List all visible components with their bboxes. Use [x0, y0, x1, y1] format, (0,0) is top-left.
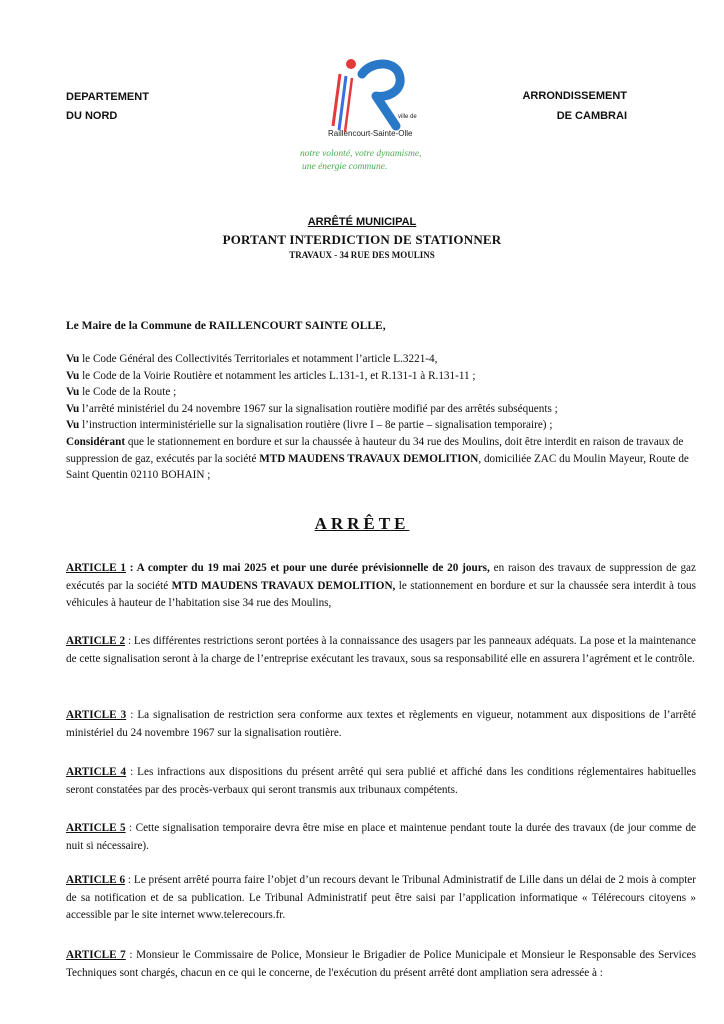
visa-line: [66, 417, 696, 434]
considerant-lead: Considérant: [66, 435, 126, 448]
article-1-label: ARTICLE 1: [66, 562, 126, 574]
article-4-text: : Les infractions aux dispositions du présent arrêté qui sera publié et affiché dans les conditions réglementaires habituelles seront constatées par des procès-verbaux qui seront transmis aux tribunaux compétents.: [66, 766, 696, 796]
header-right: [522, 86, 627, 126]
article-2: [66, 633, 696, 668]
arrete-heading: ARRÊTE: [314, 514, 410, 533]
department-label: DEPARTEMENT: [66, 91, 149, 103]
article-1-company: MTD MAUDENS TRAVAUX DEMOLITION,: [171, 579, 396, 592]
visa-lead: Vu: [66, 402, 80, 415]
arrondissement-name: DE CAMBRAI: [556, 110, 627, 122]
considerant-text-1: que le stationnement en bordure et sur la chaussée à hauteur du 34 rue des Moulins, doit être interdit en raison de travaux de suppression de gaz, exécutés par la société: [66, 435, 684, 465]
visa-text: le Code de la Route ;: [79, 386, 177, 399]
considerant-company: MTD MAUDENS TRAVAUX DEMOLITION: [259, 452, 479, 465]
article-6: [66, 872, 696, 925]
visa-line: [66, 351, 696, 368]
considerant-text-2: , domiciliée ZAC du Moulin Mayeur, Route de Saint Quentin 02110 BOHAIN ;: [66, 452, 689, 482]
article-3-text: : La signalisation de restriction sera conforme aux textes et règlements en vigueur, notamment aux dispositions de l’arrêté ministériel du 24 novembre 1967 sur la signalisation routière.: [66, 709, 696, 739]
arrondissement-label: ARRONDISSEMENT: [522, 90, 627, 102]
visa-line: [66, 368, 696, 385]
slogan-line-2: une énergie commune.: [302, 162, 388, 172]
article-3: [66, 707, 696, 742]
ir-logo-icon: [324, 52, 414, 134]
visa-text: l’arrêté ministériel du 24 novembre 1967 sur la signalisation routière modifié par des arrêtés subséquents ;: [79, 402, 558, 415]
title-travaux: TRAVAUX - 34 RUE DES MOULINS: [289, 250, 435, 260]
article-1-text-1: en raison des travaux de suppression de gaz exécutés par la société: [66, 562, 696, 592]
title-arrete-municipal: ARRÊTÉ MUNICIPAL: [307, 216, 417, 228]
visa-text: le Code Général des Collectivités Territoriales et notamment l’article L.3221-4,: [79, 353, 438, 365]
maire-heading: Le Maire de la Commune de RAILLENCOURT SAINTE OLLE,: [66, 320, 386, 332]
visa-text: l’instruction interministérielle sur la signalisation routière (livre I – 8e partie – signalisation temporaire) ;: [79, 419, 553, 432]
article-6-text: : Le présent arrêté pourra faire l’objet d’un recours devant le Tribunal Administratif de Lille dans un délai de 2 mois à compter de sa notification et de sa publication. Le Tribunal Administratif peut être saisi par l’application informatique « Télérecours citoyens » accessible par le site internet www.telerecours.fr.: [66, 874, 696, 922]
commune-logo: [296, 52, 466, 182]
article-5-label: ARTICLE 5: [66, 822, 126, 834]
article-5-text: : Cette signalisation temporaire devra être mise en place et maintenue pendant toute la durée des travaux (de jour comme de nuit si nécessaire).: [66, 822, 697, 852]
article-7-label: ARTICLE 7: [66, 949, 126, 961]
article-3-label: ARTICLE 3: [66, 709, 127, 721]
visa-lead: Vu: [66, 419, 80, 432]
considerant-line: [66, 434, 696, 484]
article-1-intro: : A compter du 19 mai 2025 et pour une durée prévisionnelle de 20 jours,: [125, 562, 490, 574]
article-7: [66, 947, 696, 982]
article-7-text: : Monsieur le Commissaire de Police, Monsieur le Brigadier de Police Municipale et Monsieur le Responsable des Services Techniques sont chargés, chacun en ce qui le concerne, de l'exécution du présent arrêté dont ampliation sera adressée à :: [66, 949, 696, 979]
article-1-text-2: le stationnement en bordure et sur la chaussée sera interdit à tous véhicules à hauteur de l’habitation sise 34 rue des Moulins,: [66, 579, 697, 610]
visa-lead: Vu: [66, 353, 80, 365]
visa-text: le Code de la Voirie Routière et notamment les articles L.131-1, et R.131-1 à R.131-11 ;: [79, 369, 476, 382]
article-4-label: ARTICLE 4: [66, 766, 127, 778]
visa-line: [66, 401, 696, 418]
slogan-line-1: notre volonté, votre dynamisme,: [300, 149, 422, 159]
article-5: [66, 820, 696, 855]
logo-slogan: [300, 148, 421, 174]
article-6-label: ARTICLE 6: [66, 874, 126, 886]
visas-block: [66, 351, 696, 484]
article-4: [66, 764, 696, 799]
logo-ville-text: ville de: [398, 114, 417, 120]
article-2-label: ARTICLE 2: [66, 635, 126, 647]
document-title: [0, 215, 724, 261]
article-2-text: : Les différentes restrictions seront portées à la connaissance des usagers par les panneaux adéquats. La pose et la maintenance de cette signalisation seront à la charge de l’entreprise exécutant les travaux, sous sa responsabilité elle en assurera l’agrément et le contrôle.: [66, 635, 696, 665]
visa-lead: Vu: [66, 369, 80, 382]
logo-commune-name: Raillencourt-Sainte-Olle: [328, 129, 413, 138]
visa-lead: Vu: [66, 386, 80, 399]
department-name: DU NORD: [66, 110, 118, 122]
header-left: [66, 88, 149, 126]
title-interdiction: PORTANT INTERDICTION DE STATIONNER: [222, 232, 502, 247]
article-1: [66, 560, 696, 613]
visa-line: [66, 384, 696, 401]
